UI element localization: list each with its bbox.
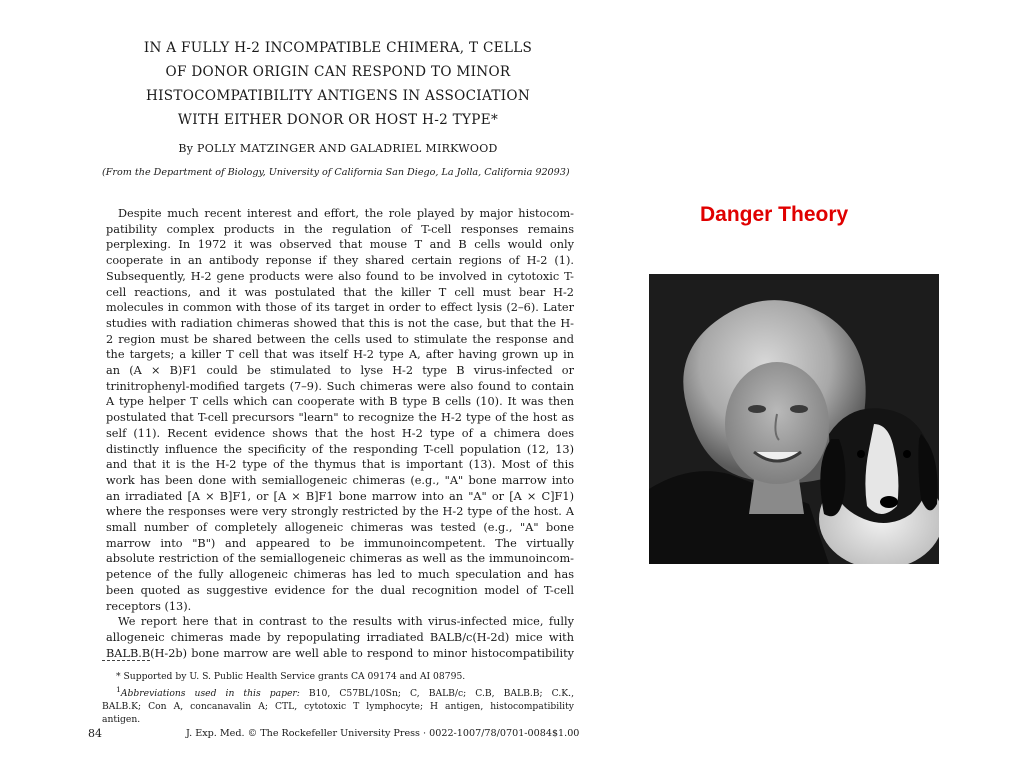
body-line: studies with radiation chimeras showed that this is not the case, but that the H- [106, 316, 574, 330]
body-line: an irradiated [A × B]F1, or [A × B]F1 bone marrow into an "A" or [A × C]F1) [106, 489, 574, 503]
body-line: marrow into "B") and appeared to be immunoincompetent. The virtually [106, 536, 574, 550]
paper-authors: By POLLY MATZINGER AND GALADRIEL MIRKWOOD [178, 142, 498, 155]
footnote-abbrev-line: antigen. [102, 714, 141, 726]
body-line: cooperate in an antibody reponse if they shared certain regions of H-2 (1). [106, 254, 574, 268]
footnote-abbrev-line: BALB.K; Con A, concanavalin A; CTL, cytotoxic T lymphocyte; H antigen, histocompatibility [102, 701, 574, 713]
body-line: patibility complex products in the regulation of T-cell responses remains [106, 222, 574, 236]
body-line: BALB.B(H-2b) bone marrow are well able to respond to minor histocompatibility [106, 646, 574, 660]
body-line: petence of the fully allogeneic chimeras has led to much speculation and has [106, 568, 574, 582]
body-line: distinctly influence the specificity of the responding T-cell population (12, 13) [106, 442, 574, 456]
body-line: been quoted as suggestive evidence for the dual recognition model of T-cell [106, 583, 574, 597]
paper-footnotes [102, 670, 574, 726]
paper-title-line: OF DONOR ORIGIN CAN RESPOND TO MINOR [165, 64, 511, 80]
body-line: A type helper T cells which can cooperate with B type B cells (10). It was then [106, 395, 574, 409]
footnote-abbreviations [102, 683, 574, 700]
body-line: perplexing. In 1972 it was observed that mouse T and B cells would only [106, 238, 574, 252]
body-line: absolute restriction of the semiallogeneic chimeras as well as the immunoincom- [106, 552, 574, 566]
body-line: 2 region must be shared between the cells used to stimulate the response and [106, 332, 574, 346]
body-line: self (11). Recent evidence shows that the host H-2 type of a chimera does [106, 426, 574, 440]
page-number: 84 [88, 727, 102, 740]
paper-title-line: IN A FULLY H-2 INCOMPATIBLE CHIMERA, T CELLS [143, 40, 533, 56]
footnote-abbrev-text: B10, C57BL/10Sn; C, BALB/c; C.B, BALB.B; C.K., [299, 688, 574, 700]
footnote-divider [102, 660, 150, 661]
body-line: small number of completely allogeneic chimeras was tested (e.g., "A" bone [106, 521, 574, 535]
body-line: Subsequently, H-2 gene products were also found to be involved in cytotoxic T- [106, 269, 574, 283]
body-line: allogeneic chimeras made by repopulating irradiated BALB/c(H-2d) mice with [106, 630, 574, 644]
body-line: molecules in common with those of its target in order to effect lysis (2–6). Later [106, 301, 574, 315]
slide-title: Danger Theory [700, 203, 849, 226]
body-line: receptors (13). [106, 599, 192, 613]
body-line: Despite much recent interest and effort, the role played by major histocom- [118, 207, 574, 220]
body-line: postulated that T-cell precursors "learn" to recognize the H-2 type of the host as [106, 411, 574, 425]
paper-title-line: WITH EITHER DONOR OR HOST H-2 TYPE* [177, 112, 499, 128]
paper-body [106, 206, 574, 661]
body-line: where the responses were very strongly restricted by the H-2 type of the host. A [106, 505, 574, 519]
paper-title [88, 36, 588, 132]
body-line: the targets; a killer T cell that was itself H-2 type A, after having grown up in [106, 348, 574, 362]
body-line: an (A × B)F1 could be stimulated to lyse H-2 type B virus-infected or [106, 364, 574, 378]
portrait-illustration [649, 274, 939, 564]
body-line: cell reactions, and it was postulated that the killer T cell must bear H-2 [106, 285, 574, 299]
scanned-paper-page [88, 30, 588, 750]
journal-citation: J. Exp. Med. © The Rockefeller University Press · 0022-1007/78/0701-0084$1.00 [186, 728, 580, 739]
body-line: We report here that in contrast to the results with virus-infected mice, fully [118, 615, 574, 629]
body-line: trinitrophenyl-modified targets (7–9). Such chimeras were also found to contain [106, 379, 574, 393]
footnote-funding: * Supported by U. S. Public Health Service grants CA 09174 and AI 08795. [116, 671, 466, 682]
footnote-abbrev-label: Abbreviations used in this paper: [120, 688, 300, 700]
paper-title-line: HISTOCOMPATIBILITY ANTIGENS IN ASSOCIATION [145, 88, 531, 104]
portrait-photo [649, 274, 939, 564]
body-line: and that it is the H-2 type of the thymus that is important (13). Most of this [106, 458, 574, 472]
paper-affiliation: (From the Department of Biology, University of California San Diego, La Jolla, California 92093) [102, 167, 570, 178]
body-line: work has been done with semiallogeneic chimeras (e.g., "A" bone marrow into [106, 473, 574, 487]
footnote-marker: 1 [116, 685, 121, 694]
